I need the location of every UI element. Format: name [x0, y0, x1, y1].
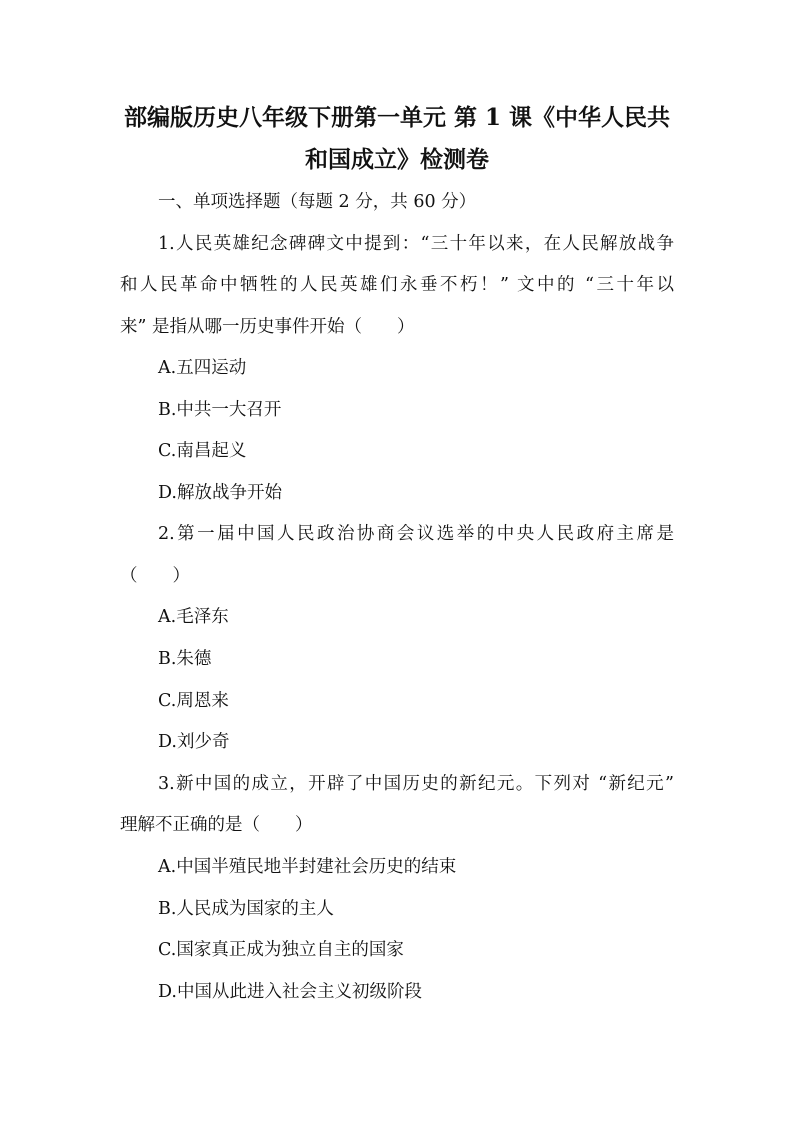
- question-3-option-c: C.国家真正成为独立自主的国家: [158, 940, 404, 960]
- question-1-option-a: A.五四运动: [158, 358, 247, 378]
- question-2-option-c: C.周恩来: [158, 691, 229, 711]
- question-3-stem-line-2: 理解不正确的是（ ）: [120, 815, 313, 835]
- question-1-option-d: D.解放战争开始: [158, 483, 282, 503]
- question-2-stem-line-2: （ ）: [120, 566, 190, 586]
- question-2-option-a: A.毛泽东: [158, 607, 229, 627]
- question-1-stem-line-2: 和人民革命中牺牲的人民英雄们永垂不朽！” 文中的 “三十年以: [120, 275, 674, 295]
- question-2-stem-line-1: 2.第一届中国人民政治协商会议选举的中央人民政府主席是: [158, 524, 674, 544]
- section-heading: 一、单项选择题（每题 2 分，共 60 分）: [158, 192, 477, 212]
- document-title-line-2: 和国成立》检测卷: [305, 146, 489, 173]
- question-1-option-c: C.南昌起义: [158, 441, 247, 461]
- question-2-option-b: B.朱德: [158, 649, 212, 669]
- question-3-stem-line-1: 3.新中国的成立，开辟了中国历史的新纪元。下列对 “新纪元”: [158, 774, 674, 794]
- document-title-line-1: 部编版历史八年级下册第一单元 第 1 课《中华人民共: [123, 104, 671, 131]
- question-1-stem-line-1: 1.人民英雄纪念碑碑文中提到：“三十年以来，在人民解放战争: [158, 234, 674, 254]
- question-1-option-b: B.中共一大召开: [158, 400, 282, 420]
- question-1-stem-line-3: 来” 是指从哪一历史事件开始（ ）: [120, 317, 415, 337]
- question-3-option-d: D.中国从此进入社会主义初级阶段: [158, 982, 422, 1002]
- question-3-option-b: B.人民成为国家的主人: [158, 899, 334, 919]
- question-2-option-d: D.刘少奇: [158, 732, 230, 752]
- question-3-option-a: A.中国半殖民地半封建社会历史的结束: [158, 857, 457, 877]
